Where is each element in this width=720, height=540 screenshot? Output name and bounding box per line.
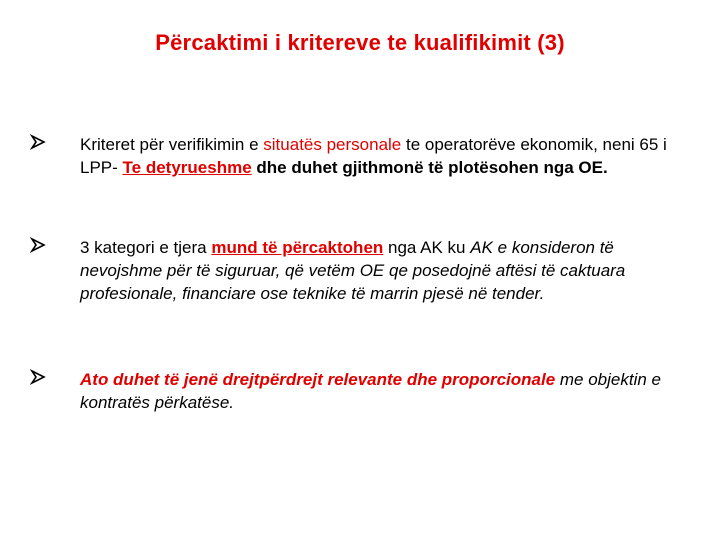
highlight-mund-te-percaktohen: mund të përcaktohen (211, 238, 384, 257)
arrow-bullet-icon (30, 369, 46, 385)
highlight-situata-personale: situatës personale (263, 135, 402, 154)
bullet-text-italic-segment: AK e konsideron të nevojshme për të siguruar, që vetëm OE qe posedojnë aftësi të caktuara profesionale, financiare ose teknike të marrin pjesë në tender. (80, 238, 626, 303)
bullet-text (80, 368, 690, 414)
highlight-relevante-proporcionale: Ato duhet të jenë drejtpërdrejt relevante dhe proporcionale (80, 370, 556, 389)
bullet-text-segment: te operatorëve ekonomik, neni 65 i LPP- (80, 135, 667, 177)
slide-title: Përcaktimi i kritereve te kualifikimit (3) (155, 30, 565, 55)
bullet-text-bold-segment: dhe duhet gjithmonë të plotësohen nga OE. (251, 158, 608, 177)
highlight-te-detyrueshme: Te detyrueshme (122, 158, 252, 177)
bullet-item (30, 133, 690, 179)
bullet-text-segment: nga AK ku (383, 238, 471, 257)
arrow-bullet-icon (30, 237, 46, 253)
bullet-item (30, 368, 690, 414)
bullet-text (80, 236, 690, 305)
bullet-text (80, 133, 690, 179)
bullet-text-italic-segment: me objektin e kontratës përkatëse. (80, 370, 661, 412)
bullet-text-segment: 3 kategori e tjera (80, 238, 212, 257)
bullet-item (30, 236, 690, 305)
bullet-text-segment: Kriteret për verifikimin e (80, 135, 264, 154)
arrow-bullet-icon (30, 134, 46, 150)
